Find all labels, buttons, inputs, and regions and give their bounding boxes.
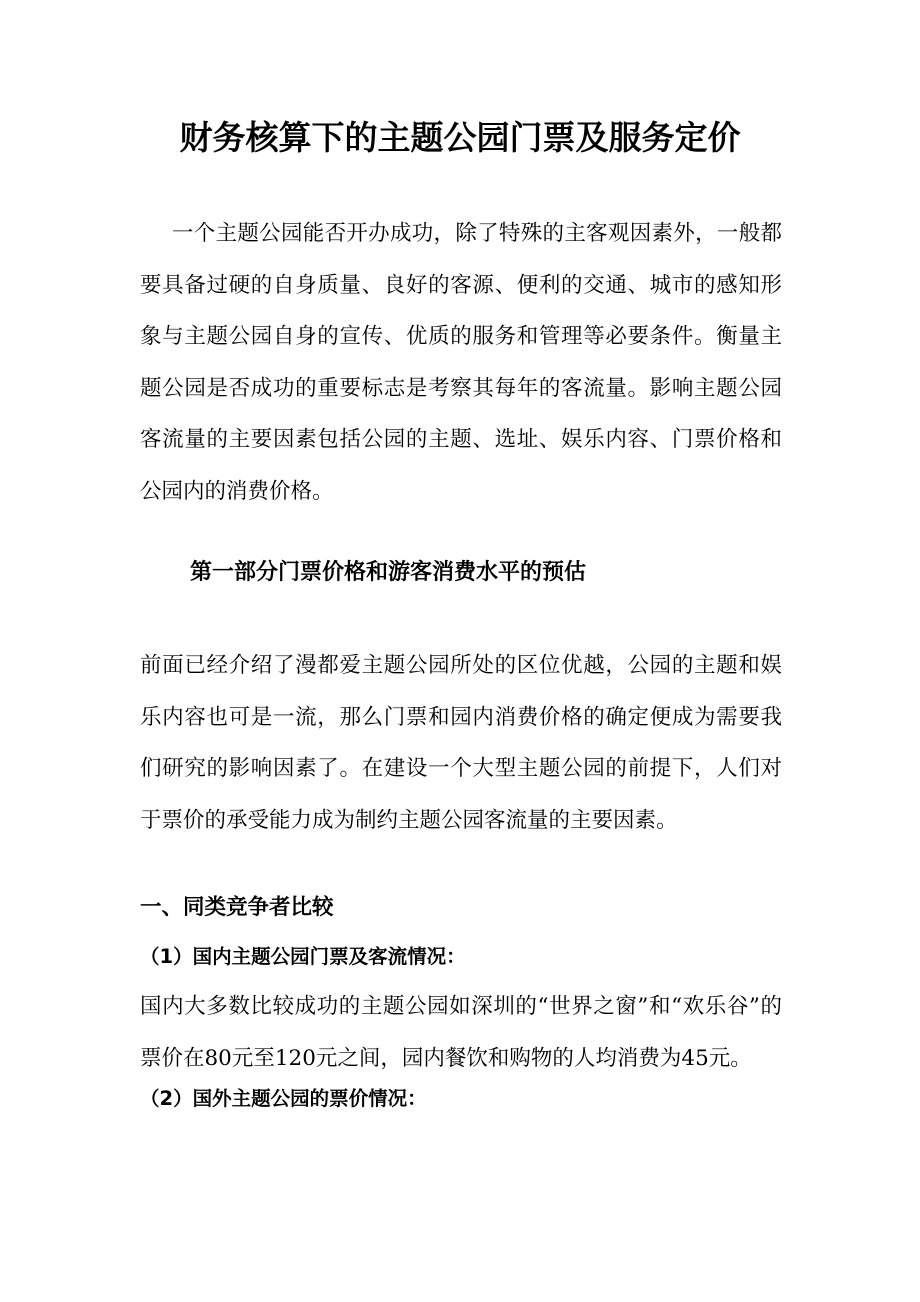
section-heading: 第一部分门票价格和游客消费水平的预估: [190, 560, 587, 585]
document-title: 财务核算下的主题公园门票及服务定价: [179, 118, 741, 157]
sub-subsection-heading-foreign: （2）国外主题公园的票价情况：: [140, 1087, 427, 1110]
sub-subsection-heading-domestic: （1）国内主题公园门票及客流情况：: [140, 945, 466, 968]
intro-paragraph: 一个主题公园能否开办成功，除了特殊的主客观因素外，一般都要具备过硬的自身质量、良好的客源、便利的交通、城市的感知形象与主题公园自身的宣传、优质的服务和管理等必要条件。衡量主题公园是否成功的重要标志是考察其每年的客流量。影响主题公园客流量的主要因素包括公园的主题、选址、娱乐内容、门票价格和公园内的消费价格。: [140, 221, 782, 504]
subsection-heading: 一、同类竞争者比较: [140, 895, 334, 920]
domestic-paragraph: 国内大多数比较成功的主题公园如深圳的“世界之窗”和“欢乐谷”的票价在80元至120元之间，园内餐饮和购物的人均消费为45元。: [140, 994, 782, 1071]
section-paragraph: 前面已经介绍了漫都爱主题公园所处的区位优越，公园的主题和娱乐内容也可是一流，那么门票和园内消费价格的确定便成为需要我们研究的影响因素了。在建设一个大型主题公园的前提下，人们对于票价的承受能力成为制约主题公园客流量的主要因素。: [140, 653, 782, 833]
